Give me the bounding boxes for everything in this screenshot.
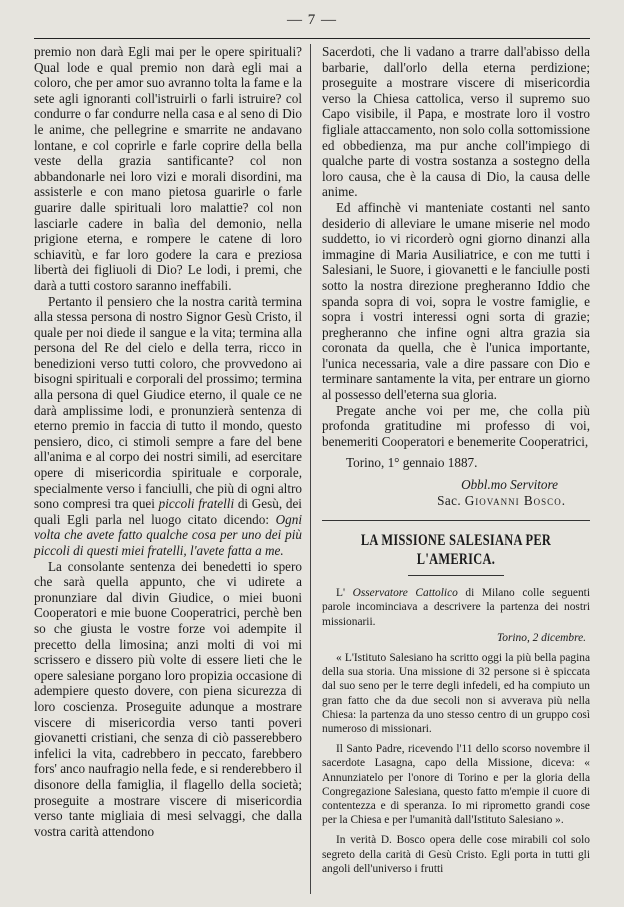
article-date: Torino, 2 dicembre. [496,631,586,644]
column-divider [310,44,311,894]
paragraph: Sacerdoti, che li vadano a trarre dall'abisso della barbarie, dall'orlo della eterna perdizione; proseguite a mostrare viscere di misericordia verso la Chiesa cattolica, verso il supremo suo Capo visibile, il Papa, e mostrate loro il vostro figliale attaccamento, non solo colla sottomissione ed obbedienza, ma pur anche coll'impiego di qualche parte di vostra sostanza a sostegno della loro causa, che è la causa di Dio, la causa delle anime. [322,44,590,200]
page-number: — 7 — [287,12,337,28]
header-rule [34,38,590,39]
paragraph: L' Osservatore Cattolico di Milano colle seguenti parole incominciava a descrivere la partenza dei nostri missionarii. [322,587,590,628]
signature-name: Sac. Giovanni Bosco. [437,492,566,508]
paragraph: Pregate anche voi per me, che colla più profonda gratitudine mi professo di voi, benemeriti Cooperatori e benemerite Cooperatrici, [322,402,590,449]
paragraph: « L'Istituto Salesiano ha scritto oggi la più bella pagina della sua storia. Una missione di 32 persone si è spiccata dal suo seno per le terre degli infedeli, ed ha compiuto un gran fatto che da due secoli non si avverava più nella Chiesa: la partenza da uno stesso centro di un gruppo così numeroso di missionari. [322,652,590,736]
scripture-quote: Ogni volta che avete fatto qualche cosa per uno dei più piccoli di questi miei fratelli, l'avete fatta a me. [34,511,302,558]
left-column [34,44,302,839]
paragraph: premio non darà Egli mai per le opere spirituali? Qual lode e qual premio non darà egli mai a coloro, che per amor suo avranno tolta la fame e la sete agli ignoranti coll'istruirli o farli istruire? col condurre o far condurre nella casa e al seno di Dio le anime, che pellegrine e smarrite ne andavano lontane, e col coprirle e farle coprire della bella veste della grazia santificante? col non abbandonarle nei loro vizi e morali disordini, ma assisterle e con mano pietosa guarirle o farle guarire dalle spirituali loro malattie? col non lasciarle cadere in balìa del demonio, nella prigione eterna, e rompere le catene di loro schiavitù, e far loro godere la cara e preziosa libertà dei figliuoli di Dio? Le lodi, i premi, che darà a tutti costoro saranno ineffabili. [34,44,302,293]
heading-rule [408,575,504,576]
paragraph: Ed affinchè vi manteniate costanti nel santo desiderio di alleviare le umane miserie nel modo suddetto, io vi ricorderò ogni giorno dinanzi alla immagine di Maria Ausiliatrice, e con me tutti i Salesiani, le Suore, i giovanetti e le fanciulle posti sotto la nostra direzione pregheranno Iddio che spanda sopra di voi, sopra le vostre famiglie, e sopra i vostri interessi ogni sorta di grazie; pregheranno che infine ogni altra grazia sia coronata da quella, che è l'unica importante, l'unica necessaria, vale a dire passare con Dio e terminare santamente la vita, per entrare un giorno al possesso dell'eterna sua gloria. [322,199,590,403]
newspaper-name: Osservatore Cattolico [352,587,458,600]
paragraph: In verità D. Bosco opera delle cose mirabili col solo segreto della carità di Gesù Cristo. Egli porta in tutti gli angoli dell'universo i frutti [322,834,590,875]
letter-ending [322,44,590,508]
letter-dateline: Torino, 1° gennaio 1887. [346,455,478,471]
right-column [322,44,590,876]
article-body [322,586,590,876]
signature-title: Obbl.mo Servitore [461,477,558,493]
italic-phrase: piccoli fratelli [158,496,235,512]
article-heading: LA MISSIONE SALESIANA PER L'AMERICA. [360,531,552,568]
paragraph: Pertanto il pensiero che la nostra carità termina alla stessa persona di nostro Signor Gesù Cristo, il quale per noi diede il sangue e la vita; termina alla persona del Re del cielo e della terra, ricco in benedizioni verso tutti coloro, che provvedono ai bisogni spirituali e corporali del prossimo; termina alla persona di quel Giudice eterno, il quale ce ne darà amplissime lodi, e pronunzierà sentenza di eterno premio in faccia di tutto il mondo, questo pensiero, dico, ci stimoli sempre a fare del bene all'anima e al corpo dei nostri simili, ad esercitare opere di misericordia spirituale e corporale, specialmente verso i fanciulli, che più di ogni altro sono compresi tra quei piccoli fratelli di Gesù, dei quali Egli parla nel luogo citato dicendo: Ogni volta che avete fatto qualche cosa per uno dei più piccoli di questi miei fratelli, l'avete fatta a me. [34,293,302,558]
section-rule [322,520,590,521]
paragraph: Il Santo Padre, ricevendo l'11 dello scorso novembre il sacerdote Lasagna, capo della Missione, diceva: « Annunziatelo per l'onore di Torino e per la gloria della Congregazione Salesiana, questo fatto m'empie il cuore di contentezza e di speranza. Io mi riprometto grandi cose per la Chiesa e per l'umanità dall'Istituto Salesiano ». [322,743,590,827]
paragraph: La consolante sentenza dei benedetti io spero che sarà quella appunto, che vi udirete a pronunziare dal divin Giudice, o miei buoni Cooperatori e mie buone Cooperatrici, perchè ben so che giusta le vostre forze voi adempite il precetto della limosina; anzi molti di voi mi scrissero e dissero più volte di essere lieti che le opere salesiane porgano loro propizia occasione di adempiere questo dovere, con piena sicurezza di loro coscienza. Proseguite adunque a mostrare viscere di misericordia verso tanti poveri giovanetti cristiani, che senza di ciò passerebbero infelici la vita, cadrebbero in peccato, farebbero fors' anco naufragio nella fede, e si renderebbero il disonore della famiglia, il flagello della società; proseguite a mostrare viscere di misericordia verso tante migliaia di mesi selvaggi, che dalla vostra carità attendono [34,558,302,839]
